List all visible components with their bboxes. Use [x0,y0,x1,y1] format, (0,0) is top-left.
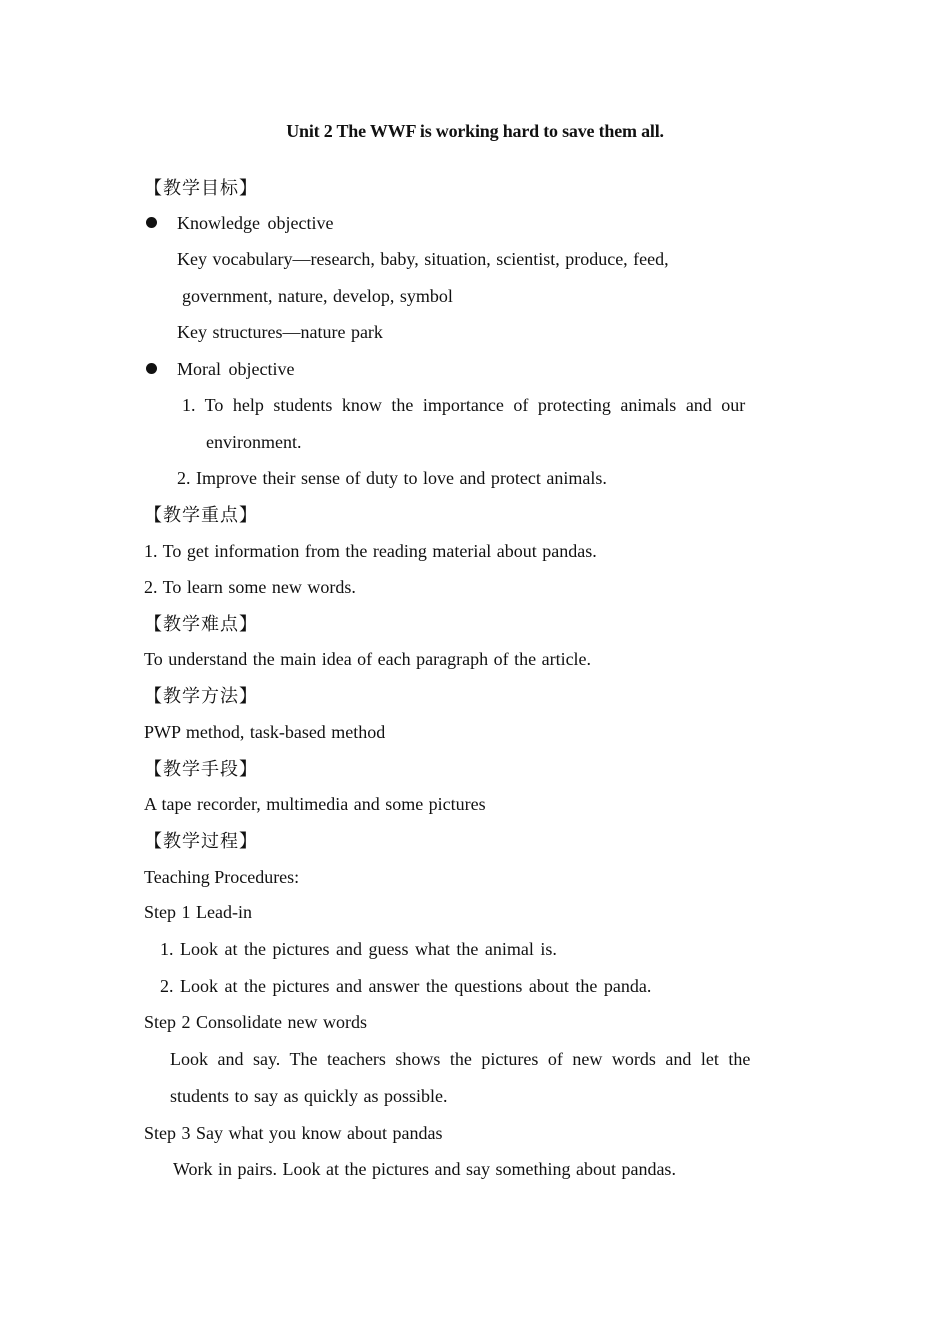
bullet-icon [146,217,157,228]
step1-item1: 1. Look at the pictures and guess what the animal is. [160,939,557,959]
procedures-label: Teaching Procedures: [144,867,300,887]
moral-objective-label: Moral objective [177,359,295,379]
step3-line1: Work in pairs. Look at the pictures and say something about pandas. [173,1159,676,1179]
methods-heading: 【教学方法】 [144,686,258,706]
step2-line1: Look and say. The teachers shows the pictures of new words and let the [170,1049,751,1069]
bullet-icon [146,363,157,374]
key-vocabulary-line1: Key vocabulary—research, baby, situation, scientist, produce, feed, [177,249,669,269]
objectives-heading: 【教学目标】 [144,178,258,198]
document-title: Unit 2 The WWF is working hard to save them all. [286,121,664,141]
process-heading: 【教学过程】 [144,831,258,851]
knowledge-objective-label: Knowledge objective [177,213,334,233]
step1-title: Step 1 Lead-in [144,902,252,922]
key-vocabulary-line2: government, nature, develop, symbol [182,286,453,306]
moral-item1-line1: 1. To help students know the importance of protecting animals and our [182,395,746,415]
step1-item2: 2. Look at the pictures and answer the questions about the panda. [160,976,652,996]
means-text: A tape recorder, multimedia and some pictures [144,794,486,814]
method-text: PWP method, task-based method [144,722,386,742]
key-point-2: 2. To learn some new words. [144,577,356,597]
difficulties-heading: 【教学难点】 [144,614,258,634]
means-heading: 【教学手段】 [144,759,258,779]
key-points-heading: 【教学重点】 [144,505,258,525]
step2-title: Step 2 Consolidate new words [144,1012,367,1032]
difficulty-text: To understand the main idea of each paragraph of the article. [144,649,592,669]
step3-title: Step 3 Say what you know about pandas [144,1123,443,1143]
step2-line2: students to say as quickly as possible. [170,1086,448,1106]
moral-item2: 2. Improve their sense of duty to love and protect animals. [177,468,607,488]
key-structures: Key structures—nature park [177,322,383,342]
key-point-1: 1. To get information from the reading material about pandas. [144,541,597,561]
moral-item1-line2: environment. [206,432,302,452]
